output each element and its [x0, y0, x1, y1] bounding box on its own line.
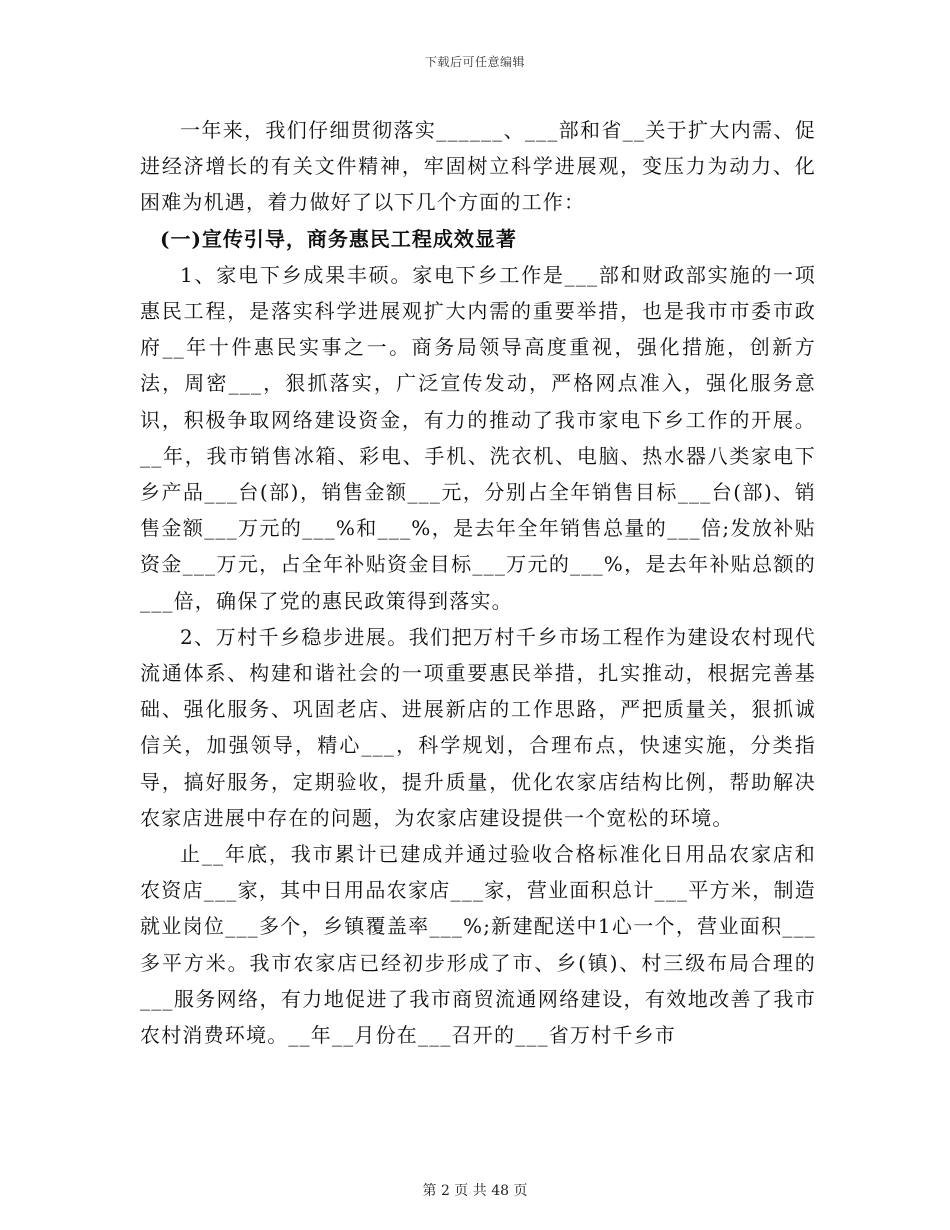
paragraph-stores: 止__年底，我市累计已建成并通过验收合格标准化日用品农家店和农资店___家，其中日用品农家店___家，营业面积总计___平方米，制造就业岗位___多个，乡镇覆盖率___%;新建配送中1心一个，营业面积___多平方米。我市农家店已经初步形成了市、乡(镇)、村三级布局合理的___服务网络，有力地促进了我市商贸流通网络建设，有效地改善了我市农村消费环境。__年__月份在___召开的___省万村千乡市 [140, 842, 816, 1048]
page-number: 第 2 页 共 48 页 [422, 1183, 528, 1199]
intro-paragraph: 一年来，我们仔细贯彻落实______、___部和省__关于扩大内需、促进经济增长的有关文件精神，牢固树立科学进展观，变压力为动力、化困难为机遇，着力做好了以下几个方面的工作： [140, 118, 816, 215]
paragraph-appliances: 1、家电下乡成果丰硕。家电下乡工作是___部和财政部实施的一项惠民工程，是落实科学进展观扩大内需的重要举措，也是我市市委市政府__年十件惠民实事之一。商务局领导高度重视，强化措施，创新方法，周密___，狠抓落实，广泛宣传发动，严格网点准入，强化服务意识，积极争取网络建设资金，有力的推动了我市家电下乡工作的开展。__年，我市销售冰箱、彩电、手机、洗衣机、电脑、热水器八类家电下乡产品___台(部)，销售金额___元，分别占全年销售目标___台(部)、销售金额___万元的___%和___%，是去年全年销售总量的___倍;发放补贴资金___万元，占全年补贴资金目标___万元的___%，是去年补贴总额的___倍，确保了党的惠民政策得到落实。 [140, 262, 816, 613]
document-body [140, 112, 816, 1053]
paragraph-villages: 2、万村千乡稳步进展。我们把万村千乡市场工程作为建设农村现代流通体系、构建和谐社会的一项重要惠民举措，扎实推动，根据完善基础、强化服务、巩固老店、进展新店的工作思路，严把质量关，狠抓诚信关，加强领导，精心___，科学规划，合理布点，快速实施，分类指导，搞好服务，定期验收，提升质量，优化农家店结构比例，帮助解决农家店进展中存在的问题，为农家店建设提供一个宽松的环境。 [140, 624, 816, 830]
page-header: 下载后可任意编辑 [424, 55, 525, 69]
section-heading: (一)宣传引导，商务惠民工程成效显著 [160, 226, 517, 251]
